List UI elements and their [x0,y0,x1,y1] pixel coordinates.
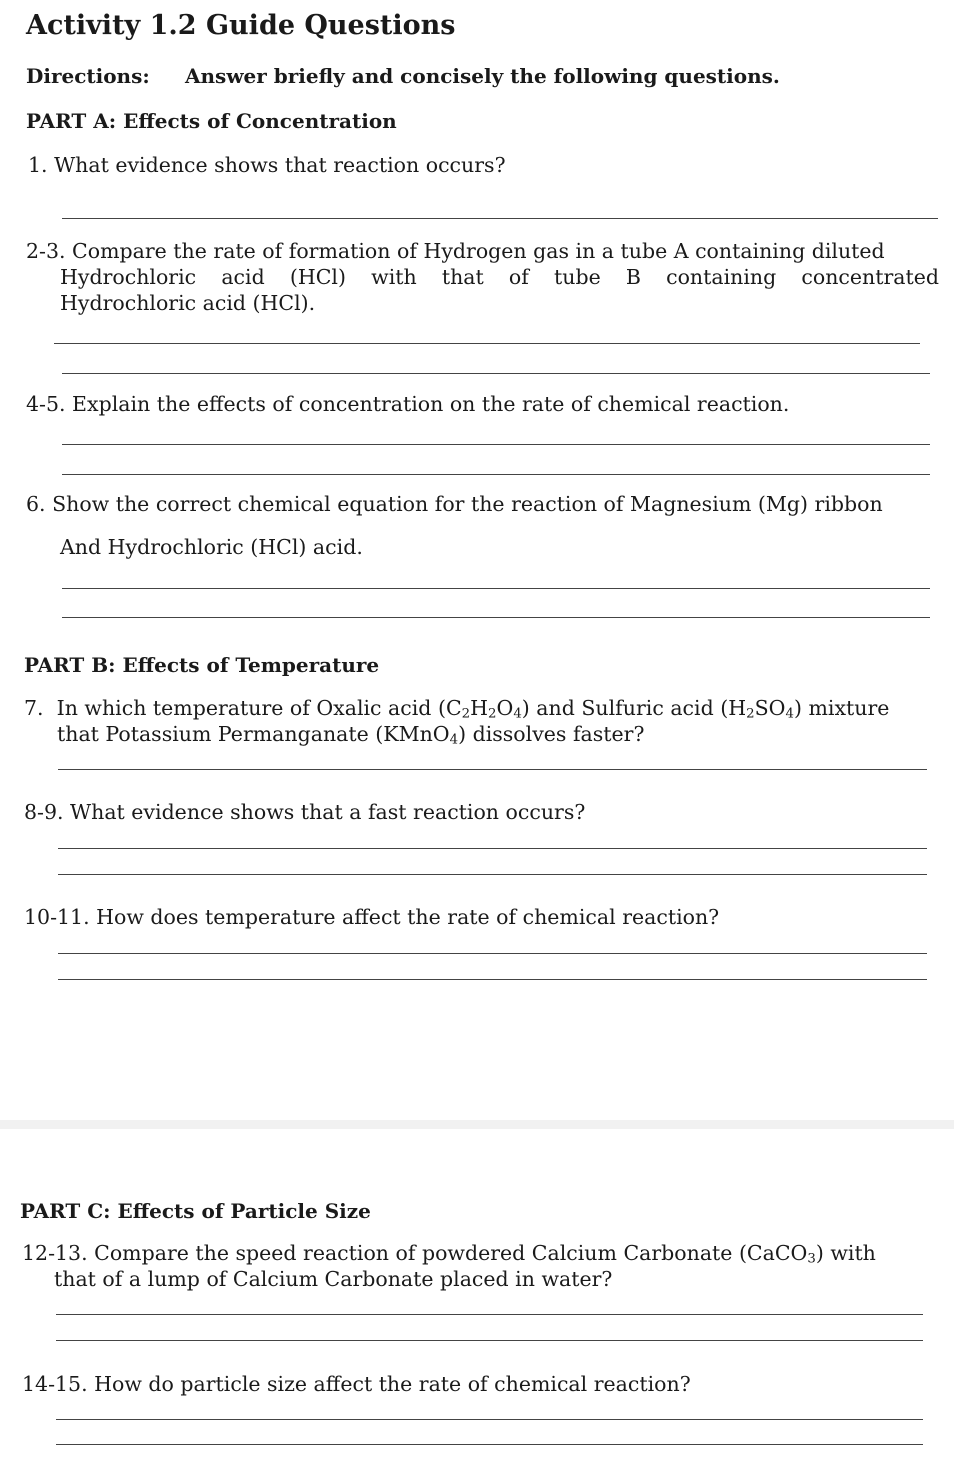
question-6-line2: And Hydrochloric (HCl) acid. [60,535,363,559]
question-8-9: 8-9. What evidence shows that a fast reaction occurs? [24,800,586,824]
question-12-13-line2: that of a lump of Calcium Carbonate placed in water? [54,1267,613,1291]
answer-line-15[interactable] [56,1419,923,1420]
answer-line-9[interactable] [58,848,927,849]
answer-line-4[interactable] [62,444,930,445]
question-2-3-line1: 2-3. Compare the rate of formation of Hydrogen gas in a tube A containing diluted [26,239,885,263]
question-4-5: 4-5. Explain the effects of concentration on the rate of chemical reaction. [26,392,790,416]
directions-label: Directions: [26,64,150,88]
page-title: Activity 1.2 Guide Questions [26,10,456,41]
answer-line-8[interactable] [58,769,927,770]
question-1: 1. What evidence shows that reaction occurs? [28,153,506,177]
answer-line-11[interactable] [58,953,927,954]
question-6-line1: 6. Show the correct chemical equation for the reaction of Magnesium (Mg) ribbon [26,492,883,516]
part-b-heading: PART B: Effects of Temperature [24,653,380,677]
answer-line-16[interactable] [56,1444,923,1445]
question-2-3-line2: Hydrochloric acid (HCl) with that of tube B containing concentrated [60,265,939,289]
answer-line-3[interactable] [62,373,930,374]
question-12-13-line1: 12-13. Compare the speed reaction of powdered Calcium Carbonate (CaCO$_3$) with [22,1241,876,1267]
answer-line-5[interactable] [62,474,930,475]
question-7-line1: 7. In which temperature of Oxalic acid $(C_2H_2O_4)$ and Sulfuric acid $(H_2SO_4)$ mixture [24,696,890,722]
question-14-15: 14-15. How do particle size affect the rate of chemical reaction? [22,1372,691,1396]
answer-line-10[interactable] [58,874,927,875]
answer-line-6[interactable] [62,588,930,589]
answer-line-14[interactable] [56,1340,923,1341]
part-c-heading: PART C: Effects of Particle Size [20,1199,371,1223]
question-10-11: 10-11. How does temperature affect the rate of chemical reaction? [24,905,720,929]
question-7-line2: that Potassium Permanganate (KMnO$_4$) dissolves faster? [57,722,645,748]
answer-line-13[interactable] [56,1314,923,1315]
answer-line-12[interactable] [58,979,927,980]
part-a-heading: PART A: Effects of Concentration [26,109,397,133]
question-2-3-line3: Hydrochloric acid (HCl). [60,291,316,315]
page-break [0,1120,954,1129]
directions-text: Answer briefly and concisely the following questions. [185,64,780,88]
answer-line-7[interactable] [62,617,930,618]
answer-line-1[interactable] [62,218,938,219]
answer-line-2[interactable] [54,343,920,344]
